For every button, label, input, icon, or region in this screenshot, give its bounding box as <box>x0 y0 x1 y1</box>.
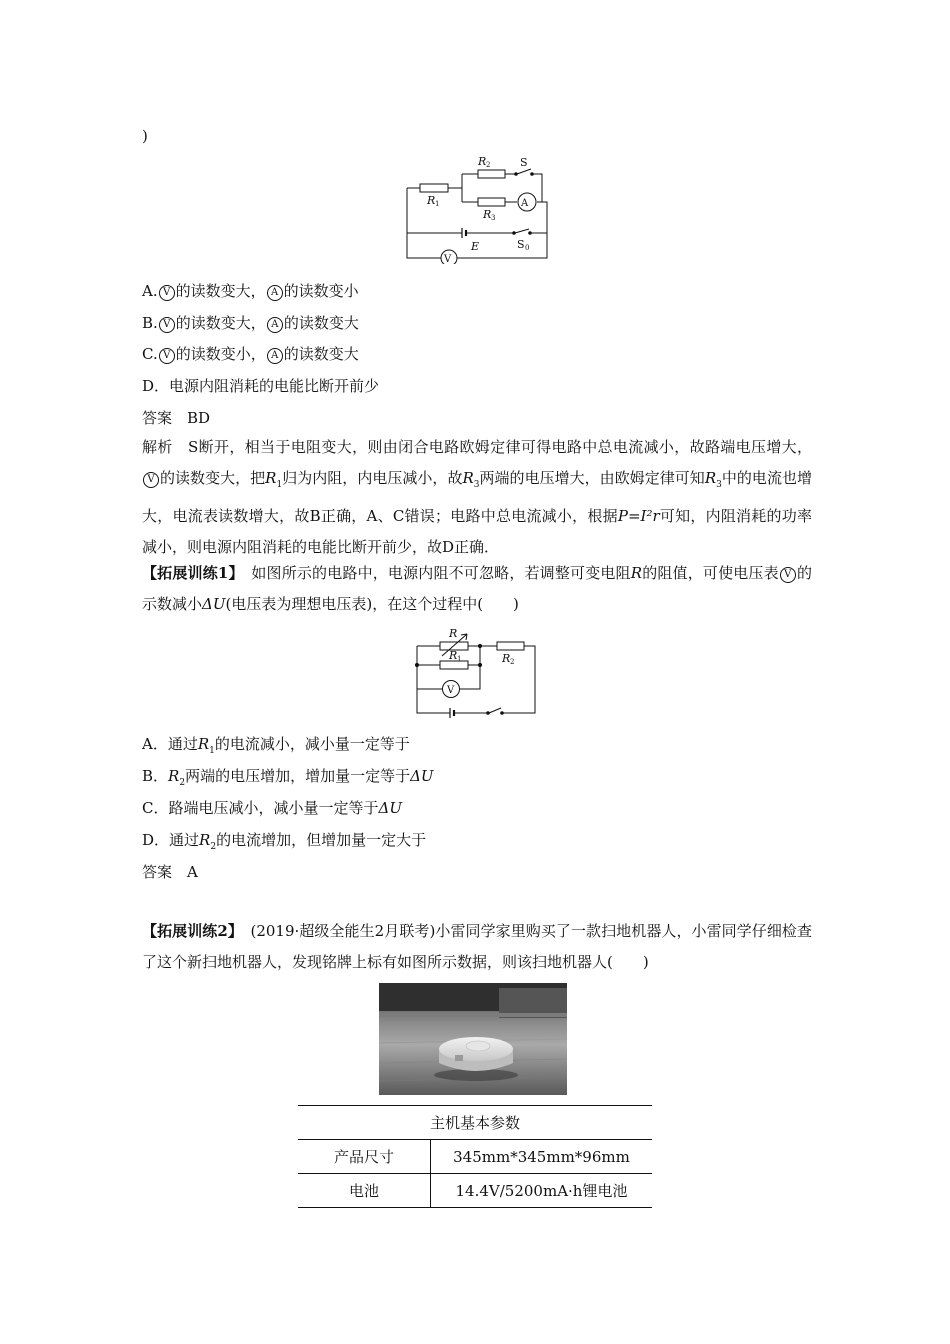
table-row <box>298 1174 652 1208</box>
svg-text:R: R <box>483 208 492 221</box>
table-cell: 电池 <box>298 1174 431 1208</box>
svg-text:R: R <box>478 155 487 168</box>
voltmeter-symbol: V <box>780 567 796 583</box>
ext1-option-a: A．通过$R_1$的电流减小，减小量一定等于 <box>142 735 410 756</box>
svg-text:E: E <box>471 240 480 253</box>
ammeter-symbol: A <box>267 317 283 333</box>
svg-text:R: R <box>449 627 458 640</box>
resistor-r2 <box>497 642 524 650</box>
circuit-diagram-ext1 <box>412 626 540 718</box>
ext1-option-b: B．$R_2$两端的电压增加，增加量一定等于ΔU <box>142 767 434 788</box>
ammeter-symbol: A <box>267 285 283 301</box>
ext1-tag: 【拓展训练1】 <box>142 564 237 582</box>
svg-text:3: 3 <box>491 214 496 222</box>
option-b: B. V 的读数变大， A 的读数变大 <box>142 314 359 332</box>
svg-text:2: 2 <box>486 161 491 169</box>
svg-text:2: 2 <box>510 658 515 666</box>
ext2-tag: 【拓展训练2】 <box>142 922 236 940</box>
table-cell: 14.4V/5200mA·h锂电池 <box>431 1174 653 1208</box>
table-row <box>298 1140 652 1174</box>
voltmeter-symbol: V <box>159 285 175 301</box>
answer-ext1: 答案 A <box>142 863 198 881</box>
ext1-option-c: C．路端电压减小，减小量一定等于ΔU <box>142 799 402 817</box>
table-title: 主机基本参数 <box>298 1106 652 1140</box>
svg-text:0: 0 <box>525 244 530 252</box>
parameter-table <box>298 1105 652 1208</box>
resistor-r1 <box>440 661 468 669</box>
switch <box>489 708 501 713</box>
paren-close: ) <box>142 127 148 145</box>
ext2-question: 【拓展训练2】 (2019·超级全能生2月联考)小雷同学家里购买了一款扫地机器人，小雷同学仔细检查了这个新扫地机器人，发现铭牌上标有如图所示数据，则该扫地机器人( ) <box>142 922 812 971</box>
resistor-r2 <box>478 170 505 178</box>
resistor-r1 <box>420 184 448 192</box>
ext1-question: 【拓展训练1】 如图所示的电路中，电源内阻不可忽略，若调整可变电阻R的阻值，可使电压表 V 的示数减小ΔU(电压表为理想电压表)，在这个过程中( ) <box>142 564 812 613</box>
svg-text:V: V <box>444 254 452 264</box>
switch-s0 <box>515 229 529 233</box>
answer-q1: 答案 BD <box>142 409 211 427</box>
voltmeter-symbol: V <box>159 317 175 333</box>
svg-text:R: R <box>502 652 511 665</box>
circuit-diagram-q1 <box>400 152 552 264</box>
svg-text:V: V <box>447 685 455 696</box>
ammeter-symbol: A <box>267 348 283 364</box>
resistor-r3 <box>478 198 505 206</box>
voltmeter-symbol: V <box>159 348 175 364</box>
svg-text:A: A <box>521 198 529 209</box>
svg-text:1: 1 <box>457 655 462 663</box>
analysis-paragraph: 解析 S断开，相当于电阻变大，则由闭合电路欧姆定律可得电路中总电流减小，故路端电压增大，V 的读数变大，把$R_1$归为内阻，内电压减小，故$R_3$两端的电压增大，由欧姆定律可知$R_3$中的电流也增大，电流表读数增大，故B正确，A、C错误；电路中总电流减小，根据P=I²r可知，内阻消耗的功率减小，则电源内阻消耗的电能比断开前少，故D正确． <box>142 438 812 556</box>
option-c: C. V 的读数变小， A 的读数变大 <box>142 345 359 363</box>
svg-text:R: R <box>449 649 458 662</box>
voltmeter-symbol: V <box>143 472 159 488</box>
table-cell: 产品尺寸 <box>298 1140 431 1174</box>
svg-text:R: R <box>427 194 436 207</box>
switch-s <box>517 169 531 174</box>
ext1-option-d: D．通过$R_2$的电流增加，但增加量一定大于 <box>142 831 427 852</box>
option-a: A. V 的读数变大， A 的读数变小 <box>142 282 359 300</box>
svg-text:S: S <box>517 238 525 251</box>
table-cell: 345mm*345mm*96mm <box>431 1140 653 1174</box>
svg-text:1: 1 <box>435 200 440 208</box>
option-d: D．电源内阻消耗的电能比断开前少 <box>142 377 380 395</box>
robot-vacuum-photo <box>379 983 567 1095</box>
svg-text:S: S <box>520 156 528 169</box>
